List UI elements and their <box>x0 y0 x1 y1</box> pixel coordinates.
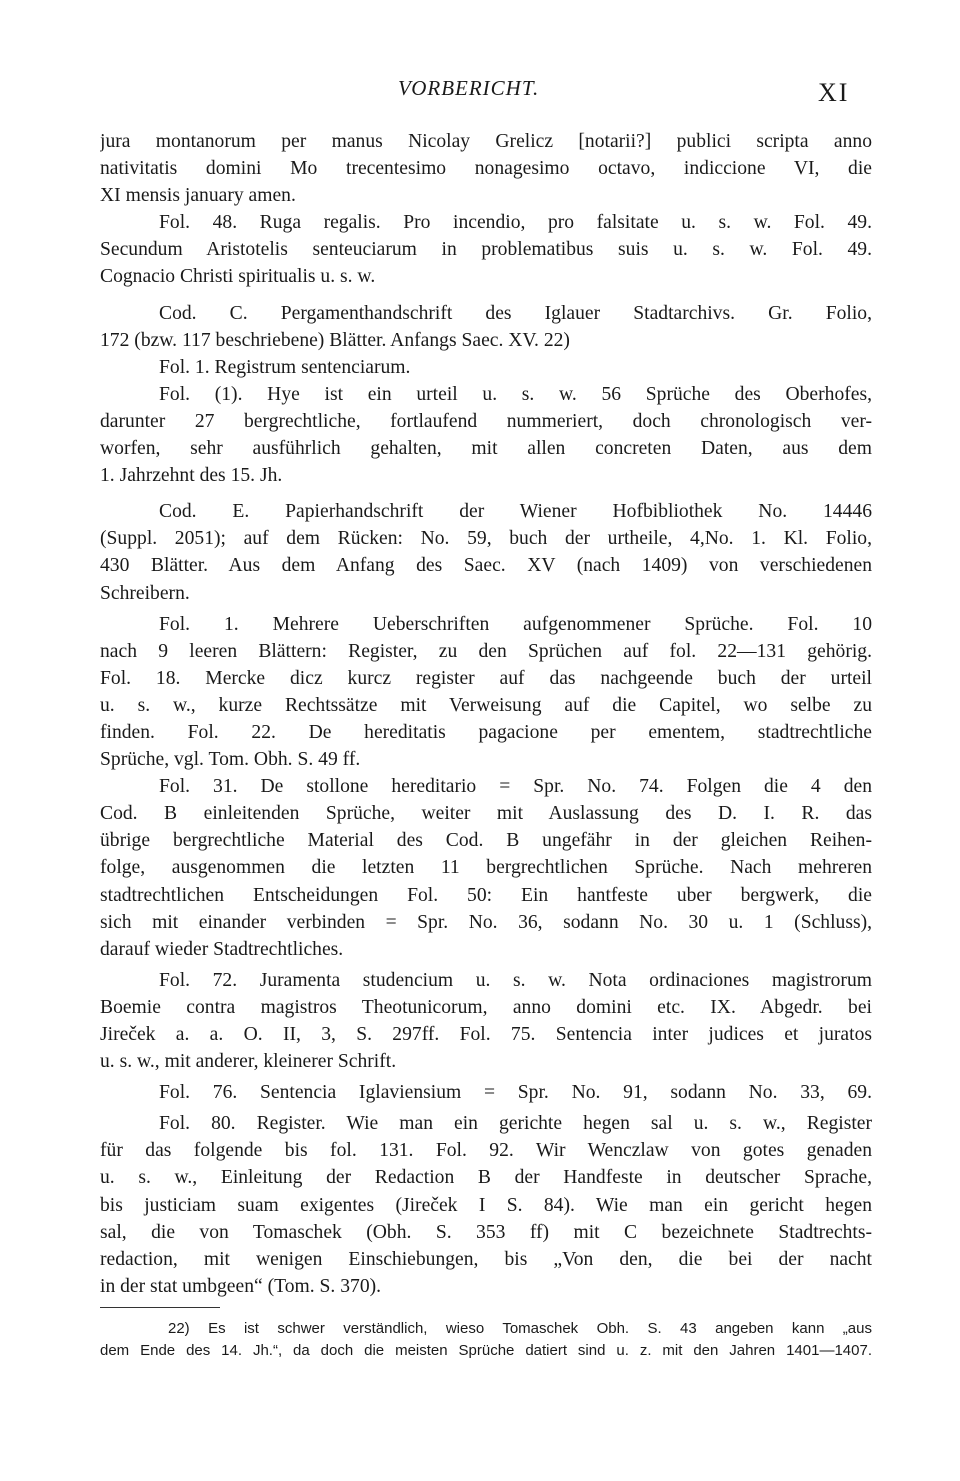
text-line: Cod. B einleitenden Sprüche, weiter mit Auslassung des D. I. R. das <box>100 803 872 825</box>
text-line: folge, ausgenommen die letzten 11 bergrechtlichen Sprüche. Nach mehreren <box>100 857 872 879</box>
text-line: Fol. (1). Hye ist ein urteil u. s. w. 56 Sprüche des Oberhofes, <box>159 383 872 405</box>
text-line: Secundum Aristotelis senteuciarum in problematibus suis u. s. w. Fol. 49. <box>100 239 872 261</box>
text-line: Cod. C. Pergamenthandschrift des Iglauer Stadtarchivs. Gr. Folio, <box>159 302 872 324</box>
text-line: Boemie contra magistros Theotunicorum, anno domini etc. IX. Abgedr. bei <box>100 996 872 1018</box>
text-line: u. s. w., Einleitung der Redaction B der Handfeste in deutscher Sprache, <box>100 1167 872 1189</box>
body-text <box>100 128 872 1300</box>
text-line: Fol. 80. Register. Wie man ein gerichte hegen sal u. s. w., Register <box>159 1113 872 1135</box>
text-line: 172 (bzw. 117 beschriebene) Blätter. Anfangs Saec. XV. 22) <box>100 329 570 351</box>
text-line: Fol. 1. Registrum sentenciarum. <box>159 356 411 378</box>
text-line: für das folgende bis fol. 131. Fol. 92. Wir Wenczlaw von gotes genaden <box>100 1140 872 1162</box>
text-line: sal, die von Tomaschek (Obh. S. 353 ff) mit C bezeichnete Stadtrechts- <box>100 1221 872 1243</box>
paragraph-gap <box>100 489 872 498</box>
page-number: XI <box>818 78 850 107</box>
text-line: stadtrechtlichen Entscheidungen Fol. 50: Ein hantfeste uber bergwerk, die <box>100 884 872 906</box>
text-line: Fol. 72. Juramenta studencium u. s. w. Nota ordinaciones magistrorum <box>159 969 872 991</box>
text-line: Fol. 31. De stollone hereditario = Spr. No. 74. Folgen die 4 den <box>159 776 872 798</box>
text-line: finden. Fol. 22. De hereditatis pagacione per ementem, stadtrechtliche <box>100 721 872 743</box>
text-line: redaction, mit wenigen Einschiebungen, bis „Von den, die bei der nacht <box>100 1248 872 1270</box>
text-line: Fol. 48. Ruga regalis. Pro incendio, pro falsitate u. s. w. Fol. 49. <box>159 212 872 234</box>
footnote <box>100 1318 872 1362</box>
text-line: nativitatis domini Mo trecentesimo nonagesimo octavo, indiccione VI, die <box>100 158 872 180</box>
footnote-line: dem Ende des 14. Jh.“, da doch die meisten Sprüche datiert sind u. z. mit den Jahren 1401—1407. <box>100 1342 872 1359</box>
text-line: (Suppl. 2051); auf dem Rücken: No. 59, buch der urtheile, 4,No. 1. Kl. Folio, <box>100 528 872 550</box>
text-line: Schreibern. <box>100 582 190 604</box>
text-line: worfen, sehr ausführlich gehalten, mit allen concreten Daten, aus dem <box>100 438 872 460</box>
text-line: bis justiciam suam exigentes (Jireček I S. 84). Wie man ein gericht hegen <box>100 1194 872 1216</box>
text-line: u. s. w., kurze Rechtssätze mit Verweisung auf die Capitel, wo selbe zu <box>100 694 872 716</box>
text-line: sich mit einander verbinden = Spr. No. 36, sodann No. 30 u. 1 (Schluss), <box>100 911 872 933</box>
running-title: VORBERICHT. <box>398 76 540 100</box>
text-line: Cognacio Christi spiritualis u. s. w. <box>100 266 376 288</box>
text-line: Cod. E. Papierhandschrift der Wiener Hofbibliothek No. 14446 <box>159 501 872 523</box>
text-line: in der stat umbgeen“ (Tom. S. 370). <box>100 1275 382 1297</box>
text-line: Jireček a. a. O. II, 3, S. 297ff. Fol. 75. Sentencia inter judices et juratos <box>100 1024 872 1045</box>
text-line: jura montanorum per manus Nicolay Grelicz [notarii?] publici scripta anno <box>100 131 872 152</box>
text-line: darunter 27 bergrechtliche, fortlaufend nummeriert, doch chronologisch ver- <box>100 410 872 432</box>
text-line: darauf wieder Stadtrechtliches. <box>100 938 344 960</box>
text-line: XI mensis january amen. <box>100 185 296 207</box>
footnote-line: 22) Es ist schwer verständlich, wieso Tomaschek Obh. S. 43 angeben kann „aus <box>168 1320 872 1337</box>
text-line: 430 Blätter. Aus dem Anfang des Saec. XV (nach 1409) von verschiedenen <box>100 555 872 577</box>
text-line: u. s. w., mit anderer, kleinerer Schrift. <box>100 1051 397 1073</box>
text-line: Fol. 1. Mehrere Ueberschriften aufgenommener Sprüche. Fol. 10 <box>159 613 872 635</box>
text-line: Fol. 76. Sentencia Iglaviensium = Spr. No. 91, sodann No. 33, 69. <box>159 1082 872 1104</box>
text-line: Sprüche, vgl. Tom. Obh. S. 49 ff. <box>100 749 361 771</box>
text-line: Fol. 18. Mercke dicz kurcz register auf das nachgeende buch der urteil <box>100 667 872 689</box>
text-line: 1. Jahrzehnt des 15. Jh. <box>100 465 283 487</box>
paragraph-gap <box>100 291 872 300</box>
text-line: übrige bergrechtliche Material des Cod. B ungefähr in der gleichen Reihen- <box>100 830 872 852</box>
text-line: nach 9 leeren Blättern: Register, zu den Sprüchen auf fol. 22—131 gehörig. <box>100 640 872 662</box>
footnote-rule <box>100 1307 220 1308</box>
